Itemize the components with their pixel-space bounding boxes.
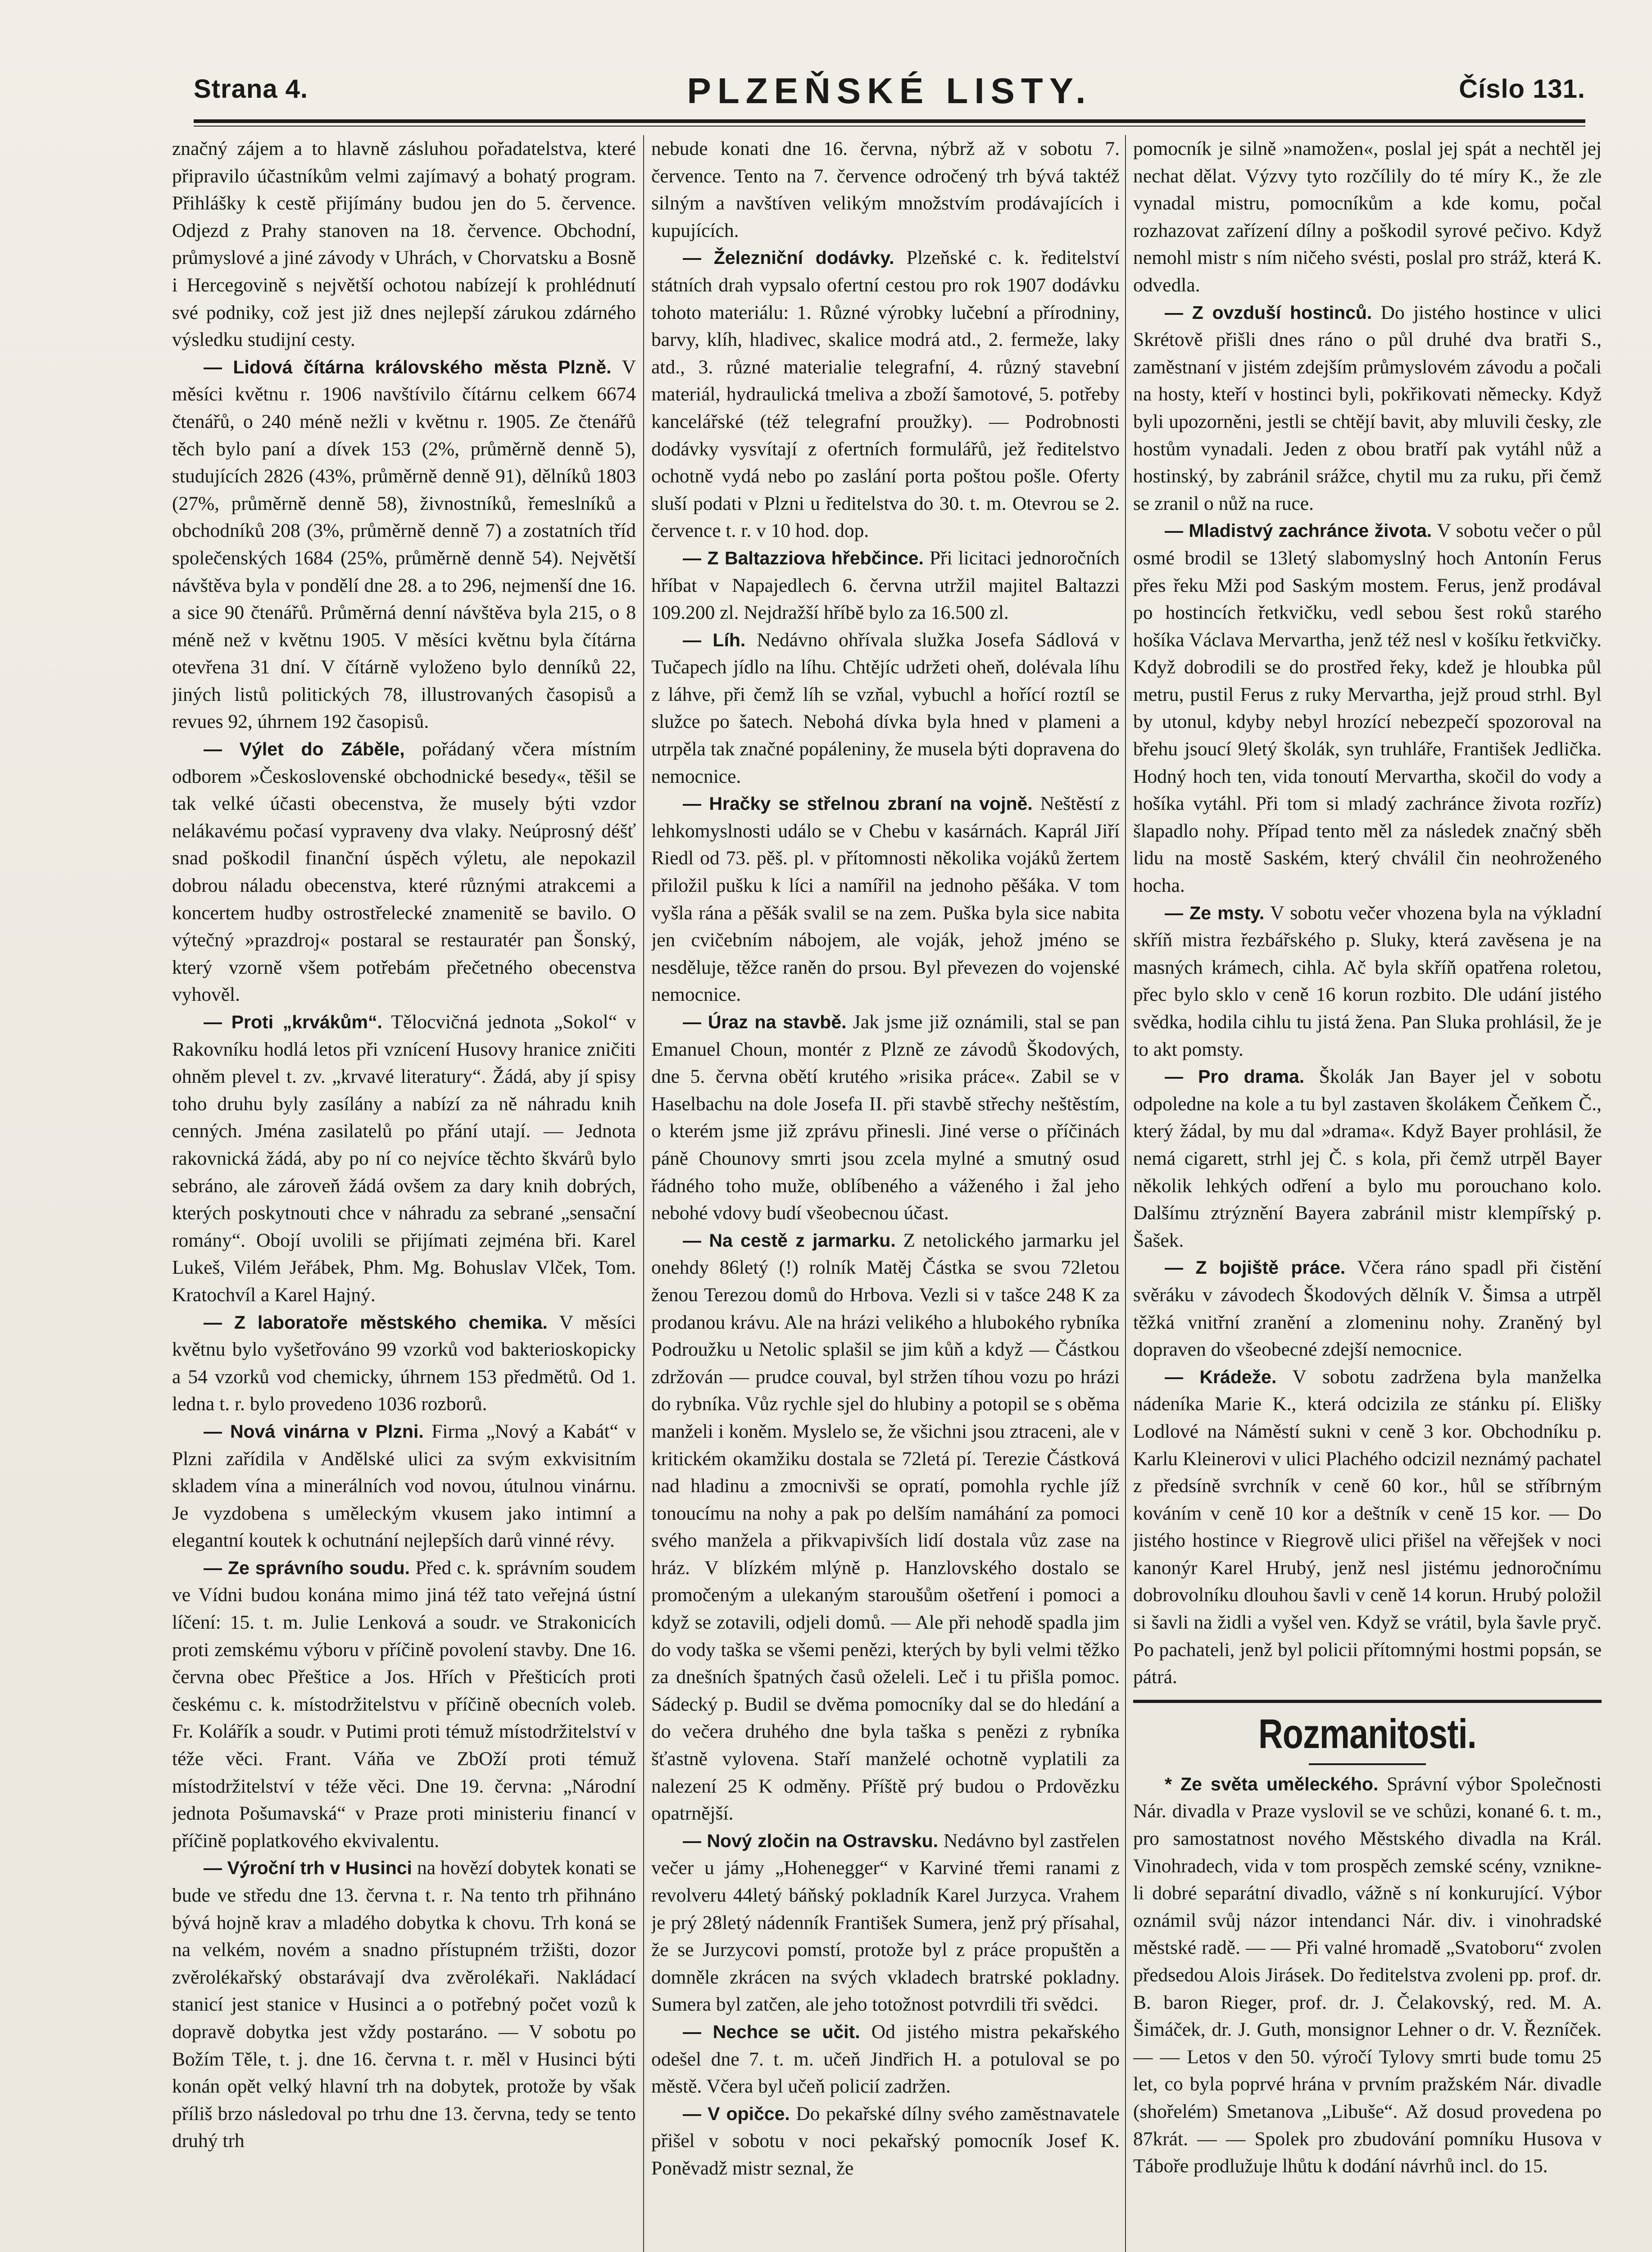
article-headline: — Pro drama. xyxy=(1165,1066,1305,1087)
article-headline: — Hračky se střelnou zbraní na vojně. xyxy=(683,793,1033,814)
article-text: Školák Jan Bayer jel v sobotu odpoledne na kole a tu byl zastaven školákem Čeňkem Č., který žádal, by mu dal »drama«. Když Bayer prohlásil, že nemá cigarett, strhl jej Č. s kola, při čemž utrpěl Bayer několik lehkých odření a bylo mu porouchano kolo. Dalšímu ztrýznění Bayera zabránil mistr klempířský p. Šašek. xyxy=(1133,1066,1602,1251)
column-divider xyxy=(1125,135,1126,2252)
article-text: Neštěstí z lehkomyslnosti událo se v Chebu v kasárnách. Kaprál Jiří Riedl od 73. pěš. pl. v přítomnosti několika vojáků žertem přiložil pušku k líci a namířil na jednoho pěšáka. V tom vyšla rána a pěšák svalil se na zem. Puška byla sice nabita jen cvičebním nábojem, ale voják, jehož jméno se nesděluje, těžce raněn do prsou. Byl převezen do vojenské nemocnice. xyxy=(651,793,1120,1006)
article xyxy=(651,1227,1120,1827)
article-headline: — Ze správního soudu. xyxy=(204,1557,410,1578)
article-headline: — Ze msty. xyxy=(1165,902,1265,923)
article xyxy=(1133,1254,1602,1363)
article-text: V sobotu večer o půl osmé brodil se 13letý slabomyslný hoch Antonín Ferus přes řeku Mži pod Saským mostem. Ferus, jenž prodával po hostincích řetkvičku, vedl sebou šest roků starého hošíka Václava Mervartha, jenž též nesl v košíku řetkvičky. Když dobrodili se do prostřed řeky, kdež je hloubka půl metru, pustil Ferus z ruky Mervartha, jejž proud strhl. Byl by utonul, kdyby nebyl hrozící nebezpečí spozoroval na břehu jsoucí 9letý školák, syn truhláře, František Jedlička. Hodný hoch ten, vida tonoutí Mervartha, skočil do vody a hošíka vytáhl. Při tom si mladý zachránce života rozříz) šlapadlo nohy. Případ tento měl za následek značný sběh lidu na mostě Saském, který chválil čin neohroženého hocha. xyxy=(1133,520,1602,897)
article-text: Tělocvičná jednota „Sokol“ v Rakovníku hodlá letos při vznícení Husovy hranice zničiti ohněm plevel t. zv. „krvavé literatury“. Žádá, aby jí spisy toho druhu byly zasílány a nabízí za ně náhradu knih cenných. Jména zasilatelů po přání utají. — Jednota rakovnická žádá, aby po ní co nejvíce těchto škvárů bylo sebráno, ale zároveň žádá ovšem za dary knih dobrých, kterých poskytnouti chce v náhradu za sebrané „sensační romány“. Obojí uvolili se přijímati zejména bři. Karel Lukeš, Vilém Jeřábek, Phm. Mg. Bohuslav Vlček, Tom. Kratochvíl a Karel Hajný. xyxy=(172,1011,636,1306)
article-headline: — Železniční dodávky. xyxy=(683,247,894,268)
article xyxy=(651,244,1120,545)
article-text: Z netolického jarmarku jel onehdy 86letý (!) rolník Matěj Částka se svou 72letou ženou Terezou domů do Hrbova. Vezli si v tašce 248 K za prodanou krávu. Ale na hrázi velikého a hlubokého rybníka Podroužku u Netolic splašil se jim kůň a když — Částkou zdržován — prudce couval, byl stržen tíhou vozu po hrázi do rybníka. Vůz rychle sjel do hlubiny a potopil se s oběma manželi i koněm. Myslelo se, že všichni jsou ztraceni, ale v kritickém okamžiku dostala se 72letá pí. Terezie Částková nad hladinu a zmocnivši se opratí, pomohla rychle jíž tonoucímu na nohy a pak po delším namáhání za pomoci svého manžela a přikvapivších lidí dostala vůz zase na hráz. V blízkém mlýně p. Hanzlovského dostalo se promočeným a ulekaným staroušům ošetření i pomoci a když se zotavili, odjeli domů. — Ale při nehodě spadla jim do vody taška se všemi penězi, kterých by byli velmi těžko za dnešních špatných časů oželeli. Leč i tu přišla pomoc. Sádecký p. Budil se dvěma pomocníky dal se do hledání a do večera druhého dne byla taška s penězi z rybníka šťastně vylovena. Staří manželé ochotně vyplatili za nalezení 25 K odměny. Příště prý budou o Prdovězku opatrnější. xyxy=(651,1229,1120,1825)
article-text: V sobotu večer vhozena byla na výkladní skříň mistra řezbářského p. Sluky, která zavěsena je na masných krámech, cihla. Ač byla skříň opatřena roletou, přec bylo sklo v ceně 16 korun rozbito. Dle udání jistého svědka, hodila cihlu tu jistá žena. Pan Sluka prohlásil, že je to akt pomsty. xyxy=(1133,902,1602,1060)
page-number: Strana 4. xyxy=(194,74,308,104)
article-text: Firma „Nový a Kabát“ v Plzni zařídila v Andělské ulici za svým exkvisitním skladem vína a minerálních vod novou, útulnou vinárnu. Je vyzdobena s uměleckým vkusem jako intimní a elegantní koutek k ochutnání nejlepších darů vinné révy. xyxy=(172,1420,636,1552)
article xyxy=(172,1309,636,1418)
article-headline: — Z laboratoře městského chemika. xyxy=(204,1312,548,1333)
article-text: Do jistého hostince v ulici Skrétově přišli dnes ráno o půl druhé dva bratři S., zaměstnaní v jistém zdejším průmyslovém závodu a počali na hosty, kteří v hostinci byli, pokřikovati německy. Když byli upozorněni, jestli se chtějí bavit, aby mluvili česky, zle hostům vynadali. Jeden z obou bratří pak vytáhl nůž a hostinský, by zabránil srážce, chytil mu za ruku, při čemž se zranil o nůž na ruce. xyxy=(1133,301,1602,514)
article xyxy=(651,790,1120,1008)
masthead-title: PLZEŇSKÉ LISTY. xyxy=(687,71,1092,111)
article-text: Nedávno ohřívala služka Josefa Sádlová v Tučapech jídlo na líhu. Chtějíc udržeti oheň, dolévala líhu z láhve, při čemž líh se vzňal, vybuchl a hořící roztíl se služce po šatech. Nebohá dívka byla hned v plameni a utrpěla tak značné popáleniny, že musela býti dopravena do nemocnice. xyxy=(651,629,1120,787)
article-text: nebude konati dne 16. června, nýbrž až v sobotu 7. července. Tento na 7. července odročený trh bývá taktéž silným a navštíven velikým množstvím prodávajících i kupujících. xyxy=(651,138,1120,241)
article-headline: — Z bojiště práce. xyxy=(1165,1257,1346,1278)
issue-number: Číslo 131. xyxy=(1459,74,1585,104)
article-text: Do pekařské dílny svého zaměstnavatele přišel v sobotu v noci pekařský pomocník Josef K. Poněvadž mistr seznal, že xyxy=(651,2102,1120,2179)
article-headline: * Ze světa uměleckého. xyxy=(1165,1773,1379,1794)
article-text: Správní výbor Společnosti Nár. divadla v Praze vyslovil se ve schůzi, konané 6. t. m., pro samostatnost nového Městského divadla na Král. Vinohradech, vida v tom prospěch zemské scény, vznikne-li dobré separátní divadlo, vážně s ní konkurující. Výbor oznámil svůj názor intendanci Nár. div. i vinohradské městské radě. — — Při valné hromadě „Svatoboru“ zvolen předsedou Alois Jirásek. Do ředitelstva zvoleni pp. prof. dr. B. baron Rieger, prof. dr. J. Čelakovský, red. M. A. Šimáček, dr. J. Guth, monsignor Lehner o dr. V. Řezníček. — — Letos v den 50. výročí Tylovy smrti bude tomu 25 let, co byla poprvé hrána v prvním pražském Nár. divadle (shořelém) Smetanova „Libuše“. Až dosud provedena po 87krát. — — Spolek pro zbudování pomníku Husova v Táboře prodlužuje lhůtu k dodání návrhů incl. do 15. xyxy=(1133,1773,1602,2177)
article-text: Při licitaci jednoročních hříbat v Napajedlech 6. června utržil majitel Baltazzi 109.200 zl. Nejdražší hříbě bylo za 16.500 zl. xyxy=(651,547,1120,624)
article-headline: — Výroční trh v Husinci xyxy=(204,1857,412,1879)
section-title: Rozmanitosti. xyxy=(1258,1711,1476,1757)
article xyxy=(651,1827,1120,2018)
article-headline: — Krádeže. xyxy=(1165,1366,1277,1387)
article-headline: — Na cestě z jarmarku. xyxy=(683,1230,896,1251)
article-text: Od jistého mistra pekařského odešel dne 7. t. m. učeň Jindřich H. a potuloval se po městě. Včera byl učeň policií zadržen. xyxy=(651,2020,1120,2098)
article-text: na hovězí dobytek konati se bude ve středu dne 13. června t. r. Na tento trh přihnáno bývá hojně krav a mladého dobytka k chovu. Trh koná se na velkém, novém a snadno přístupném tržišti, dozor zvěrolékařský obstarávají dva zvěrolékaři. Nakládací stanicí jest stanice v Husinci a o potřebný počet vozů k dopravě dobytka jest vždy postaráno. — V sobotu po Božím Těle, t. j. dne 16. června t. r. měl v Husinci býti konán opět velký hlavní trh na dobytek, protože by však příliš brzo následoval po trhu dne 13. června, tedy se tento druhý trh xyxy=(172,1857,636,2152)
header-rule xyxy=(194,119,1585,123)
article-text: V sobotu zadržena byla manželka nádeníka Marie K., která odcizila ze stánku pí. Elišky Lodlové na Náměstí sukni v ceně 3 kor. Obchodníku p. Karlu Kleinerovi v ulici Plachého odcizil neznámý pachatel z předsíně svrchník v ceně 60 kor., hůl se stříbrným kováním v ceně 10 kor a deštník v ceně 15 kor. — Do jistého hostince v Riegrově ulici přišel na věřejšek v noci kanonýr Karel Hrubý, jenž nesl jistému jednoročnímu dobrovolníku dlouhou šavli v ceně 14 korun. Hrubý položil si šavli na židli a vyšel ven. Když se vrátil, byla šavle pryč. Po pachateli, jenž byl policii přítomnými hostmi popsán, se pátrá. xyxy=(1133,1366,1602,1688)
column-divider xyxy=(643,135,644,2252)
article xyxy=(172,1854,636,2155)
header-rule-thin xyxy=(194,126,1585,127)
article xyxy=(1133,299,1602,518)
article-headline: — Proti „krvákům“. xyxy=(204,1012,382,1032)
article-headline: — Z ovzduší hostinců. xyxy=(1165,302,1372,323)
article-continuation xyxy=(651,135,1120,244)
article-headline: — Líh. xyxy=(683,629,746,650)
article-headline: — Úraz na stavbě. xyxy=(683,1012,847,1032)
article-text: Plzeňské c. k. ředitelství státních drah vypsalo ofertní cestou pro rok 1907 dodávku tohoto materiálu: 1. Různé výrobky lučební a přírodniny, barvy, klíh, hladivec, skalice modrá atd., 2. fermeže, laky atd., 3. různé materialie telegrafní, 4. různý stavební materiál, hydraulická tmeliva a zboží šamotové, 5. potřeby kancelářské (též telegrafní proužky). — Podrobnosti dodávky vysvítají z ofertních formulářů, jež ředitelstvo ochotně vydá nebo po zaslání porta poštou pošle. Oferty sluší podati v Plzni u ředitelstva do 30. t. m. Otevrou se 2. července t. r. v 10 hod. dop. xyxy=(651,247,1120,542)
page-header xyxy=(194,68,1585,117)
section-rule xyxy=(1133,1700,1602,1703)
article-text: pořádaný včera místním odborem »Československé obchodnické besedy«, těšil se tak velké účasti obecenstva, že musely býti vzdor nelákavému počasí vypraveny dva vlaky. Neúprosný déšť snad poškodil finanční úspěch výletu, ale nepokazil dobrou náladu obecenstva, které různými atrakcemi a koncertem hudby ostrostřelecké znamenitě se bavilo. O výtečný »prazdroj« postaral se restauratér pan Šonský, který vzorně všem potřebám přečetného obecenstva vyhověl. xyxy=(172,738,636,1006)
article xyxy=(172,1418,636,1554)
article-headline: — Nový zločin na Ostravsku. xyxy=(683,1830,939,1851)
article-headline: — V opičce. xyxy=(683,2103,790,2124)
article xyxy=(172,736,636,1008)
article-text: Před c. k. správním soudem ve Vídni budou konána mimo jiná též tato veřejná ústní líčení: 15. t. m. Julie Lenková a soudr. ve Strakonicích proti zemskému výboru v příčině povolení stavby. Dne 16. června obec Přeštice a Jos. Hřích v Přešticích proti českému c. k. místodržitelstvu v příčině obecních voleb. Fr. Kolářík a soudr. v Putimi proti témuž místodržitelství v téže věci. Frant. Váňa ve ZbOží proti témuž místodržitelství v téže věci. Dne 19. června: „Národní jednota Pošumavská“ v Praze proti ministeriu financí v příčině poplatkového ekvivalentu. xyxy=(172,1557,636,1852)
article xyxy=(172,1008,636,1309)
article xyxy=(1133,517,1602,899)
article xyxy=(1133,1063,1602,1254)
article-text: pomocník je silně »namožen«, poslal jej spát a nechtěl jej nechat dělat. Výzvy tyto rozčílily do té míry K., že zle vynadal mistru, pomocníkům a kde komu, počal rozhazovat zařízení dílny a poškodil syrové pečivo. Když nemohl mistr s ním ničeho svésti, poslal pro stráž, která K. odvedla. xyxy=(1133,138,1602,296)
article-headline: — Nová vinárna v Plzni. xyxy=(204,1421,424,1442)
article-text: značný zájem a to hlavně zásluhou pořadatelstva, které připravilo účastníkům velmi zajímavý a bohatý program. Přihlášky k cestě přijímány budou jen do 5. července. Odjezd z Prahy stanoven na 18. července. Obchodní, průmyslové a jiné závody v Uhrách, v Chorvatsku a Bosně i Hercegovině s největší ochotou nabízejí k prohlédnutí své podniky, což jest již dnes nejlepší zárukou zdárného výsledku studijní cesty. xyxy=(172,138,636,351)
article-text: Včera ráno spadl při čistění svěráku v závodech Škodových dělník V. Šimsa a utrpěl těžká vnitřní zranění a zlomeninu nohy. Zraněný byl dopraven do všeobecné zdejší nemocnice. xyxy=(1133,1257,1602,1361)
article xyxy=(1133,1771,1602,2180)
article-text: Jak jsme již oznámili, stal se pan Emanuel Choun, montér z Plzně ze závodů Škodových, dne 5. června obětí krutého »risika práce«. Zabil se v Haselbachu na dole Josefa II. při stavbě střechy neštěstím, o kterém jsme již zprávu přinesli. Jiné verse o příčinách páně Chounovy smrti jsou zcela mylné a smutný osud řádného toho muže, oblíbeného a váženého i žal jeho nebohé vdovy budí všeobecnou účast. xyxy=(651,1011,1120,1224)
article-continuation xyxy=(1133,135,1602,299)
article xyxy=(651,2100,1120,2182)
article xyxy=(651,1008,1120,1227)
column-1 xyxy=(172,135,636,2252)
article xyxy=(651,2018,1120,2100)
article-headline: — Nechce se učit. xyxy=(683,2021,860,2042)
article-headline: — Mladistvý zachránce života. xyxy=(1165,520,1432,541)
article-headline: — Lidová čítárna královského města Plzně. xyxy=(204,356,612,377)
article-headline: — Z Baltazziova hřebčince. xyxy=(683,547,924,568)
column-2 xyxy=(651,135,1120,2252)
article-text: V měsíci květnu bylo vyšetřováno 99 vzorků vod bakterioskopicky a 54 vzorků vod chemicky, úhrnem 153 předmětů. Od 1. ledna t. r. bylo provedeno 1036 rozborů. xyxy=(172,1311,636,1415)
section-underline xyxy=(1309,1763,1426,1765)
article xyxy=(651,627,1120,790)
article-headline: — Výlet do Záběle, xyxy=(204,739,405,760)
article xyxy=(1133,899,1602,1063)
article-continuation xyxy=(172,135,636,354)
article-text: Nedávno byl zastřelen večer u jámy „Hohenegger“ v Karviné třemi ranami z revolveru 44letý báňský pokladník Karel Jurzyca. Vrahem je prý 28letý nádenník František Sumera, jenž prý přísahal, že se Jurzycovi pomstí, protože byl z práce propuštěn a domněle zkrácen na svých vkladech bratrské pokladny. Sumera byl zatčen, ale jeho totožnost potvrdili tři svědci. xyxy=(651,1830,1120,2016)
article-text: V měsíci květnu r. 1906 navštívilo čítárnu celkem 6674 čtenářů, o 240 méně nežli v květnu r. 1905. Ze čtenářů těch bylo paní a dívek 153 (2%, průměrně denně 5), studujících 2826 (43%, průměrně denně 91), dělníků 1803 (27%, průměrně denně 58), živnostníků, řemeslníků a obchodníků 208 (3%, průměrně denně 7) a zostatních tříd společenských 1684 (25%, průměrně denně 54). Největší návštěva byla v pondělí dne 28. a to 296, nejmenší dne 16. a sice 90 čtenářů. Průměrná denní návštěva byla 215, o 8 méně než v květnu 1905. V měsíci květnu byla čítárna otevřena 31 dní. V čítárně vyloženo bylo denníků 22, jiných listů politických 78, illustrovaných časopisů a revues 92, úhrnem 192 časopisů. xyxy=(172,356,636,733)
article xyxy=(172,354,636,736)
article xyxy=(1133,1363,1602,1691)
article xyxy=(651,545,1120,627)
column-3 xyxy=(1133,135,1602,2252)
article xyxy=(172,1554,636,1855)
